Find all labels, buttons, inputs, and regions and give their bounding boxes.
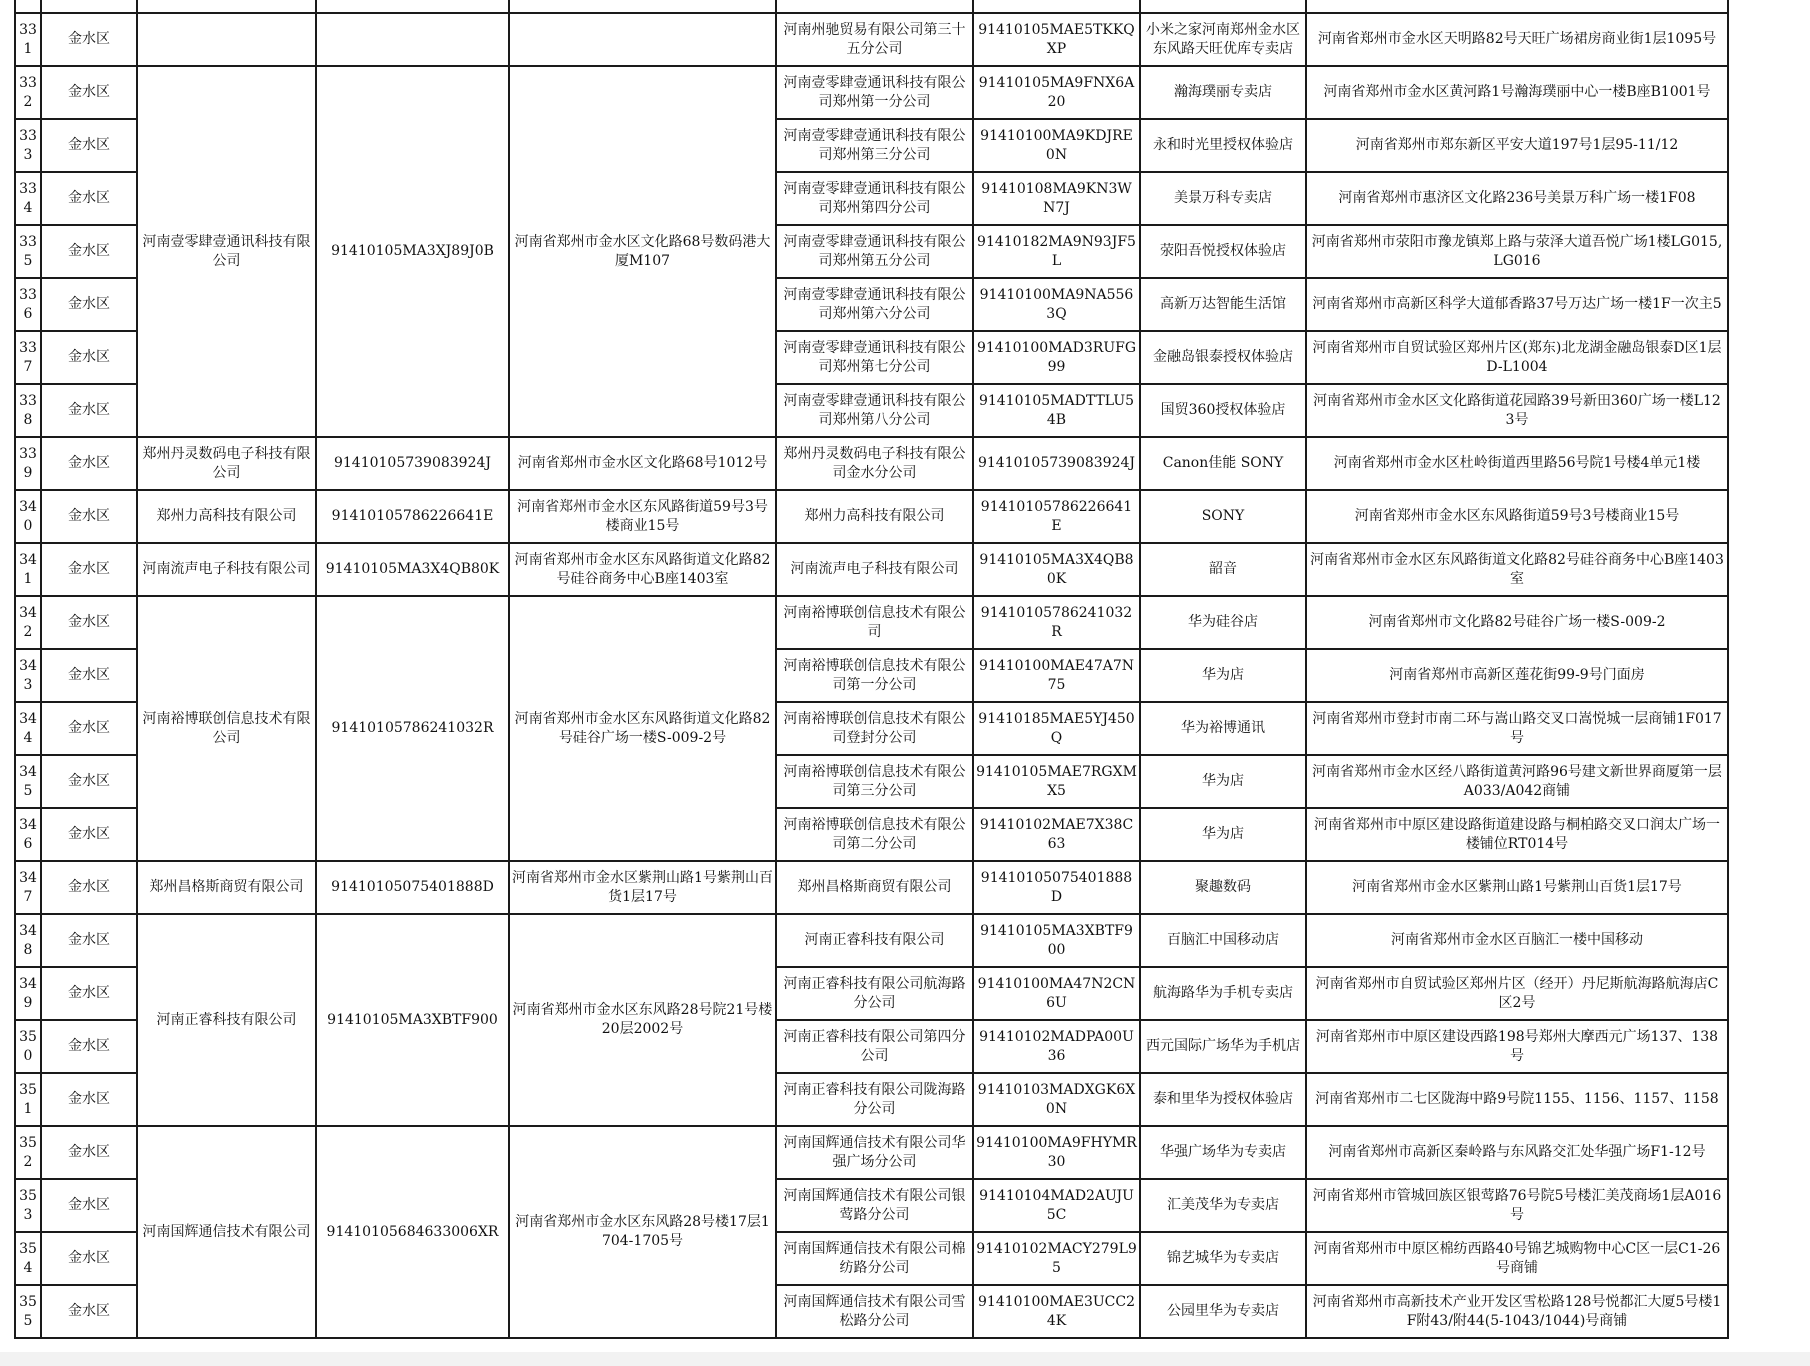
store-address-cell: 河南省郑州市荥阳市豫龙镇郑上路与荥泽大道吾悦广场1楼LG015,LG016 — [1306, 225, 1728, 278]
district-cell: 金水区 — [41, 1126, 137, 1179]
branch-credit-code-cell: 91410105MA3X4QB80K — [973, 543, 1140, 596]
branch-credit-code-cell: 91410100MAE3UCC24K — [973, 1285, 1140, 1338]
store-address-cell: 河南省郑州市中原区建设西路198号郑州大摩西元广场137、138号 — [1306, 1020, 1728, 1073]
company-credit-code-cell: 91410105739083924J — [316, 437, 509, 490]
store-address-cell: 河南省郑州市金水区文化路街道花园路39号新田360广场一楼L123号 — [1306, 384, 1728, 437]
store-name-cell: 荥阳吾悦授权体验店 — [1140, 225, 1306, 278]
company-name-cell: 河南壹零肆壹通讯科技有限公司 — [137, 66, 316, 437]
row-number-cell: 346 — [15, 808, 41, 861]
store-name-cell: 永和时光里授权体验店 — [1140, 119, 1306, 172]
store-registry-table — [14, 0, 1729, 1339]
branch-credit-code-cell: 91410105MA3XBTF900 — [973, 914, 1140, 967]
district-cell: 金水区 — [41, 861, 137, 914]
branch-credit-code-cell: 91410105MA9FNX6A20 — [973, 66, 1140, 119]
store-name-cell: 华为店 — [1140, 755, 1306, 808]
row-number-cell: 336 — [15, 278, 41, 331]
company-name-cell — [137, 13, 316, 66]
row-number-cell: 332 — [15, 66, 41, 119]
store-address-cell: 河南省郑州市惠济区文化路236号美景万科广场一楼1F08 — [1306, 172, 1728, 225]
branch-name-cell: 河南国辉通信技术有限公司棉纺路分公司 — [776, 1232, 973, 1285]
row-number-cell: 350 — [15, 1020, 41, 1073]
row-number-cell: 331 — [15, 13, 41, 66]
company-name-cell: 河南正睿科技有限公司 — [137, 914, 316, 1126]
row-number-cell: 334 — [15, 172, 41, 225]
district-cell: 金水区 — [41, 13, 137, 66]
branch-credit-code-cell: 91410103MADXGK6X0N — [973, 1073, 1140, 1126]
company-address-cell: 河南省郑州市金水区东风路街道文化路82号硅谷商务中心B座1403室 — [509, 543, 776, 596]
row-number-cell: 354 — [15, 1232, 41, 1285]
table-cell — [509, 0, 776, 13]
district-cell: 金水区 — [41, 278, 137, 331]
company-credit-code-cell: 91410105MA3X4QB80K — [316, 543, 509, 596]
store-address-cell: 河南省郑州市金水区东风路街道59号3号楼商业15号 — [1306, 490, 1728, 543]
row-number-cell: 352 — [15, 1126, 41, 1179]
branch-credit-code-cell: 91410100MAD3RUFG99 — [973, 331, 1140, 384]
district-cell: 金水区 — [41, 967, 137, 1020]
row-number-cell: 340 — [15, 490, 41, 543]
branch-name-cell: 郑州昌格斯商贸有限公司 — [776, 861, 973, 914]
row-number-cell: 347 — [15, 861, 41, 914]
branch-name-cell: 河南壹零肆壹通讯科技有限公司郑州第五分公司 — [776, 225, 973, 278]
row-number-cell: 344 — [15, 702, 41, 755]
row-number-cell: 342 — [15, 596, 41, 649]
store-address-cell: 河南省郑州市高新区莲花街99-9号门面房 — [1306, 649, 1728, 702]
row-number-cell: 351 — [15, 1073, 41, 1126]
store-name-cell: 国贸360授权体验店 — [1140, 384, 1306, 437]
company-address-cell: 河南省郑州市金水区文化路68号数码港大厦M107 — [509, 66, 776, 437]
district-cell: 金水区 — [41, 543, 137, 596]
store-name-cell: 西元国际广场华为手机店 — [1140, 1020, 1306, 1073]
branch-name-cell: 河南正睿科技有限公司航海路分公司 — [776, 967, 973, 1020]
branch-name-cell: 河南流声电子科技有限公司 — [776, 543, 973, 596]
district-cell: 金水区 — [41, 225, 137, 278]
branch-credit-code-cell: 91410100MAE47A7N75 — [973, 649, 1140, 702]
store-name-cell: 小米之家河南郑州金水区东风路天旺优库专卖店 — [1140, 13, 1306, 66]
store-address-cell: 河南省郑州市高新区秦岭路与东风路交汇处华强广场F1-12号 — [1306, 1126, 1728, 1179]
table-row — [15, 13, 1728, 66]
table-row — [15, 596, 1728, 649]
branch-credit-code-cell: 91410104MAD2AUJU5C — [973, 1179, 1140, 1232]
company-address-cell: 河南省郑州市金水区文化路68号1012号 — [509, 437, 776, 490]
store-name-cell: 华为店 — [1140, 649, 1306, 702]
row-number-cell: 349 — [15, 967, 41, 1020]
row-number-cell: 339 — [15, 437, 41, 490]
row-number-cell: 335 — [15, 225, 41, 278]
store-name-cell: 高新万达智能生活馆 — [1140, 278, 1306, 331]
branch-credit-code-cell: 91410100MA9NA5563Q — [973, 278, 1140, 331]
branch-name-cell: 河南壹零肆壹通讯科技有限公司郑州第六分公司 — [776, 278, 973, 331]
branch-credit-code-cell: 91410102MACY279L95 — [973, 1232, 1140, 1285]
company-name-cell: 河南国辉通信技术有限公司 — [137, 1126, 316, 1338]
branch-name-cell: 河南裕博联创信息技术有限公司第二分公司 — [776, 808, 973, 861]
branch-credit-code-cell: 91410105MADTTLU54B — [973, 384, 1140, 437]
branch-name-cell: 河南裕博联创信息技术有限公司登封分公司 — [776, 702, 973, 755]
company-name-cell: 郑州昌格斯商贸有限公司 — [137, 861, 316, 914]
company-address-cell — [509, 13, 776, 66]
branch-name-cell: 郑州力高科技有限公司 — [776, 490, 973, 543]
row-number-cell: 355 — [15, 1285, 41, 1338]
branch-credit-code-cell: 91410185MAE5YJ450Q — [973, 702, 1140, 755]
branch-credit-code-cell: 91410105786226641E — [973, 490, 1140, 543]
district-cell: 金水区 — [41, 1232, 137, 1285]
district-cell: 金水区 — [41, 1179, 137, 1232]
branch-name-cell: 河南正睿科技有限公司陇海路分公司 — [776, 1073, 973, 1126]
district-cell: 金水区 — [41, 596, 137, 649]
branch-name-cell: 郑州丹灵数码电子科技有限公司金水分公司 — [776, 437, 973, 490]
store-address-cell: 河南省郑州市管城回族区银莺路76号院5号楼汇美茂商场1层A016号 — [1306, 1179, 1728, 1232]
company-credit-code-cell: 91410105MA3XJ89J0B — [316, 66, 509, 437]
branch-name-cell: 河南国辉通信技术有限公司华强广场分公司 — [776, 1126, 973, 1179]
company-address-cell: 河南省郑州市金水区东风路28号楼17层1704-1705号 — [509, 1126, 776, 1338]
store-address-cell: 河南省郑州市二七区陇海中路9号院1155、1156、1157、1158 — [1306, 1073, 1728, 1126]
branch-name-cell: 河南国辉通信技术有限公司银莺路分公司 — [776, 1179, 973, 1232]
store-name-cell: 公园里华为专卖店 — [1140, 1285, 1306, 1338]
branch-credit-code-cell: 91410182MA9N93JF5L — [973, 225, 1140, 278]
store-name-cell: 华为裕博通讯 — [1140, 702, 1306, 755]
branch-name-cell: 河南裕博联创信息技术有限公司第三分公司 — [776, 755, 973, 808]
store-name-cell: 锦艺城华为专卖店 — [1140, 1232, 1306, 1285]
store-address-cell: 河南省郑州市中原区建设路街道建设路与桐柏路交叉口润太广场一楼铺位RT014号 — [1306, 808, 1728, 861]
branch-name-cell: 河南州驰贸易有限公司第三十五分公司 — [776, 13, 973, 66]
store-address-cell: 河南省郑州市金水区天明路82号天旺广场裙房商业街1层1095号 — [1306, 13, 1728, 66]
bottom-margin — [0, 1352, 1810, 1366]
store-address-cell: 河南省郑州市自贸试验区郑州片区(郑东)北龙湖金融岛银泰D区1层D-L1004 — [1306, 331, 1728, 384]
branch-credit-code-cell: 91410108MA9KN3WN7J — [973, 172, 1140, 225]
district-cell: 金水区 — [41, 119, 137, 172]
store-address-cell: 河南省郑州市金水区黄河路1号瀚海璞丽中心一楼B座B1001号 — [1306, 66, 1728, 119]
row-number-cell: 353 — [15, 1179, 41, 1232]
store-name-cell: 华为硅谷店 — [1140, 596, 1306, 649]
district-cell: 金水区 — [41, 384, 137, 437]
branch-name-cell: 河南正睿科技有限公司第四分公司 — [776, 1020, 973, 1073]
store-address-cell: 河南省郑州市中原区棉纺西路40号锦艺城购物中心C区一层C1-26号商铺 — [1306, 1232, 1728, 1285]
store-name-cell: 聚趣数码 — [1140, 861, 1306, 914]
company-credit-code-cell: 91410105075401888D — [316, 861, 509, 914]
company-name-cell: 郑州力高科技有限公司 — [137, 490, 316, 543]
store-name-cell: 瀚海璞丽专卖店 — [1140, 66, 1306, 119]
table-row — [15, 490, 1728, 543]
branch-credit-code-cell: 91410105786241032R — [973, 596, 1140, 649]
store-name-cell: Canon佳能 SONY — [1140, 437, 1306, 490]
district-cell: 金水区 — [41, 66, 137, 119]
store-address-cell: 河南省郑州市文化路82号硅谷广场一楼S-009-2 — [1306, 596, 1728, 649]
table-row — [15, 437, 1728, 490]
company-address-cell: 河南省郑州市金水区东风路街道59号3号楼商业15号 — [509, 490, 776, 543]
store-name-cell: SONY — [1140, 490, 1306, 543]
table-cell — [776, 0, 973, 13]
branch-name-cell: 河南壹零肆壹通讯科技有限公司郑州第一分公司 — [776, 66, 973, 119]
store-address-cell: 河南省郑州市金水区杜岭街道西里路56号院1号楼4单元1楼 — [1306, 437, 1728, 490]
company-address-cell: 河南省郑州市金水区紫荆山路1号紫荆山百货1层17号 — [509, 861, 776, 914]
store-name-cell: 金融岛银泰授权体验店 — [1140, 331, 1306, 384]
table-row — [15, 66, 1728, 119]
district-cell: 金水区 — [41, 914, 137, 967]
district-cell: 金水区 — [41, 755, 137, 808]
district-cell: 金水区 — [41, 649, 137, 702]
store-name-cell: 韶音 — [1140, 543, 1306, 596]
district-cell: 金水区 — [41, 1073, 137, 1126]
store-address-cell: 河南省郑州市金水区百脑汇一楼中国移动 — [1306, 914, 1728, 967]
company-name-cell: 郑州丹灵数码电子科技有限公司 — [137, 437, 316, 490]
district-cell: 金水区 — [41, 1020, 137, 1073]
store-address-cell: 河南省郑州市郑东新区平安大道197号1层95-11/12 — [1306, 119, 1728, 172]
company-credit-code-cell: 91410105MA3XBTF900 — [316, 914, 509, 1126]
table-cell — [137, 0, 316, 13]
table-cell — [973, 0, 1140, 13]
table-row-partial — [15, 0, 1728, 13]
branch-name-cell: 河南裕博联创信息技术有限公司 — [776, 596, 973, 649]
company-credit-code-cell: 91410105786226641E — [316, 490, 509, 543]
table-row — [15, 543, 1728, 596]
row-number-cell: 345 — [15, 755, 41, 808]
store-name-cell: 美景万科专卖店 — [1140, 172, 1306, 225]
branch-name-cell: 河南国辉通信技术有限公司雪松路分公司 — [776, 1285, 973, 1338]
store-address-cell: 河南省郑州市金水区东风路街道文化路82号硅谷商务中心B座1403室 — [1306, 543, 1728, 596]
district-cell: 金水区 — [41, 331, 137, 384]
table-row — [15, 914, 1728, 967]
branch-credit-code-cell: 91410100MA47N2CN6U — [973, 967, 1140, 1020]
branch-credit-code-cell: 91410105075401888D — [973, 861, 1140, 914]
store-name-cell: 百脑汇中国移动店 — [1140, 914, 1306, 967]
district-cell: 金水区 — [41, 437, 137, 490]
district-cell: 金水区 — [41, 490, 137, 543]
company-address-cell: 河南省郑州市金水区东风路街道文化路82号硅谷广场一楼S-009-2号 — [509, 596, 776, 861]
branch-credit-code-cell: 91410100MA9FHYMR30 — [973, 1126, 1140, 1179]
district-cell: 金水区 — [41, 172, 137, 225]
branch-name-cell: 河南正睿科技有限公司 — [776, 914, 973, 967]
store-name-cell: 汇美茂华为专卖店 — [1140, 1179, 1306, 1232]
store-name-cell: 华为店 — [1140, 808, 1306, 861]
row-number-cell: 337 — [15, 331, 41, 384]
branch-credit-code-cell: 91410102MADPA00U36 — [973, 1020, 1140, 1073]
table-cell — [41, 0, 137, 13]
store-address-cell: 河南省郑州市高新区科学大道郁香路37号万达广场一楼1F一次主5 — [1306, 278, 1728, 331]
branch-credit-code-cell: 91410100MA9KDJRE0N — [973, 119, 1140, 172]
store-name-cell: 泰和里华为授权体验店 — [1140, 1073, 1306, 1126]
table-row — [15, 861, 1728, 914]
store-address-cell: 河南省郑州市金水区紫荆山路1号紫荆山百货1层17号 — [1306, 861, 1728, 914]
company-address-cell: 河南省郑州市金水区东风路28号院21号楼20层2002号 — [509, 914, 776, 1126]
branch-credit-code-cell: 91410102MAE7X38C63 — [973, 808, 1140, 861]
row-number-cell: 333 — [15, 119, 41, 172]
branch-name-cell: 河南壹零肆壹通讯科技有限公司郑州第八分公司 — [776, 384, 973, 437]
branch-credit-code-cell: 91410105MAE7RGXMX5 — [973, 755, 1140, 808]
branch-name-cell: 河南壹零肆壹通讯科技有限公司郑州第三分公司 — [776, 119, 973, 172]
company-name-cell: 河南流声电子科技有限公司 — [137, 543, 316, 596]
branch-credit-code-cell: 91410105739083924J — [973, 437, 1140, 490]
district-cell: 金水区 — [41, 702, 137, 755]
district-cell: 金水区 — [41, 808, 137, 861]
store-address-cell: 河南省郑州市高新技术产业开发区雪松路128号悦都汇大厦5号楼1F附43/附44(5-1043/1044)号商铺 — [1306, 1285, 1728, 1338]
table-cell — [316, 0, 509, 13]
table-cell — [1306, 0, 1728, 13]
branch-name-cell: 河南壹零肆壹通讯科技有限公司郑州第七分公司 — [776, 331, 973, 384]
store-address-cell: 河南省郑州市自贸试验区郑州片区（经开）丹尼斯航海路航海店C区2号 — [1306, 967, 1728, 1020]
company-credit-code-cell — [316, 13, 509, 66]
company-name-cell: 河南裕博联创信息技术有限公司 — [137, 596, 316, 861]
row-number-cell: 343 — [15, 649, 41, 702]
company-credit-code-cell: 91410105786241032R — [316, 596, 509, 861]
row-number-cell: 341 — [15, 543, 41, 596]
table-row — [15, 1126, 1728, 1179]
store-address-cell: 河南省郑州市金水区经八路街道黄河路96号建文新世界商厦第一层A033/A042商铺 — [1306, 755, 1728, 808]
row-number-cell: 348 — [15, 914, 41, 967]
store-address-cell: 河南省郑州市登封市南二环与嵩山路交叉口嵩悦城一层商铺1F017号 — [1306, 702, 1728, 755]
table-cell — [15, 0, 41, 13]
row-number-cell: 338 — [15, 384, 41, 437]
store-name-cell: 航海路华为手机专卖店 — [1140, 967, 1306, 1020]
branch-name-cell: 河南壹零肆壹通讯科技有限公司郑州第四分公司 — [776, 172, 973, 225]
branch-credit-code-cell: 91410105MAE5TKKQXP — [973, 13, 1140, 66]
table-cell — [1140, 0, 1306, 13]
table-body — [15, 0, 1728, 1338]
district-cell: 金水区 — [41, 1285, 137, 1338]
branch-name-cell: 河南裕博联创信息技术有限公司第一分公司 — [776, 649, 973, 702]
company-credit-code-cell: 91410105684633006XR — [316, 1126, 509, 1338]
store-name-cell: 华强广场华为专卖店 — [1140, 1126, 1306, 1179]
